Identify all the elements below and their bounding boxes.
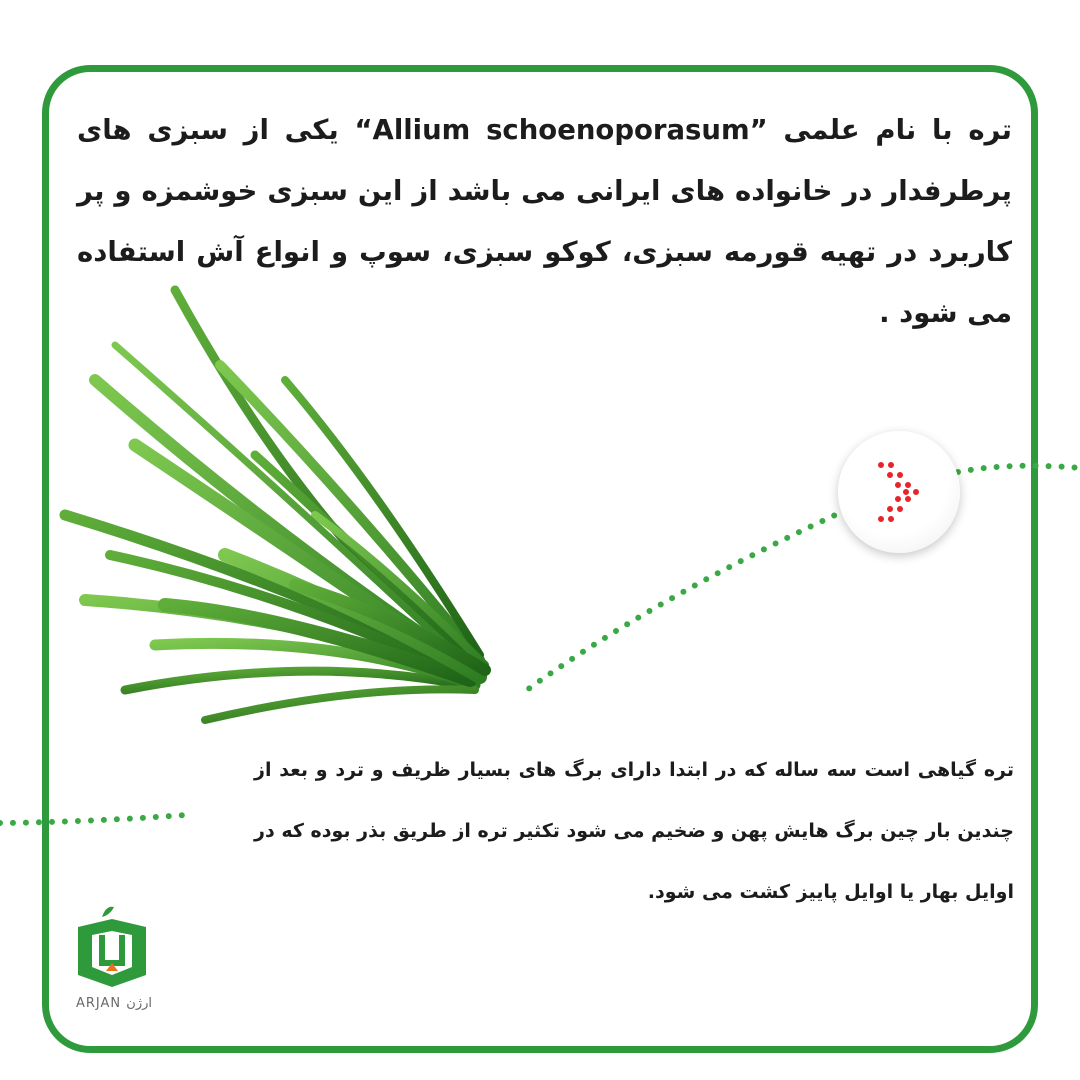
arjan-logo bbox=[72, 905, 152, 995]
description-paragraph: تره گیاهی است سه ساله که در ابتدا دارای برگ های بسیار ظریف و ترد و بعد از چندین بار چین برگ هایش پهن و ضخیم می شود تکثیر تره از طریق بذر بوده که در اوایل بهار یا اوایل پاییز کشت می شود. bbox=[254, 759, 1014, 903]
intro-paragraph: تره با نام علمی ”Allium schoenoporasum“ یکی از سبزی های پرطرفدار در خانواده های ایرانی می باشد از این سبزی خوشمزه و پر کاربرد در تهیه قورمه سبزی، کوکو سبزی، سوپ و انواع آش استفاده می شود . bbox=[77, 114, 1012, 329]
chevron-right-dotted-icon bbox=[838, 431, 960, 553]
logo-persian-name: ارژن bbox=[126, 996, 153, 1011]
dotted-line-left bbox=[0, 815, 185, 823]
logo-wordmark bbox=[76, 996, 152, 1011]
chives-bunch-image bbox=[55, 285, 495, 735]
arrow-badge bbox=[838, 431, 960, 553]
dotted-line-right bbox=[958, 466, 1080, 472]
dotted-line-diagonal bbox=[520, 510, 846, 695]
logo-name: ARJAN bbox=[76, 996, 122, 1011]
